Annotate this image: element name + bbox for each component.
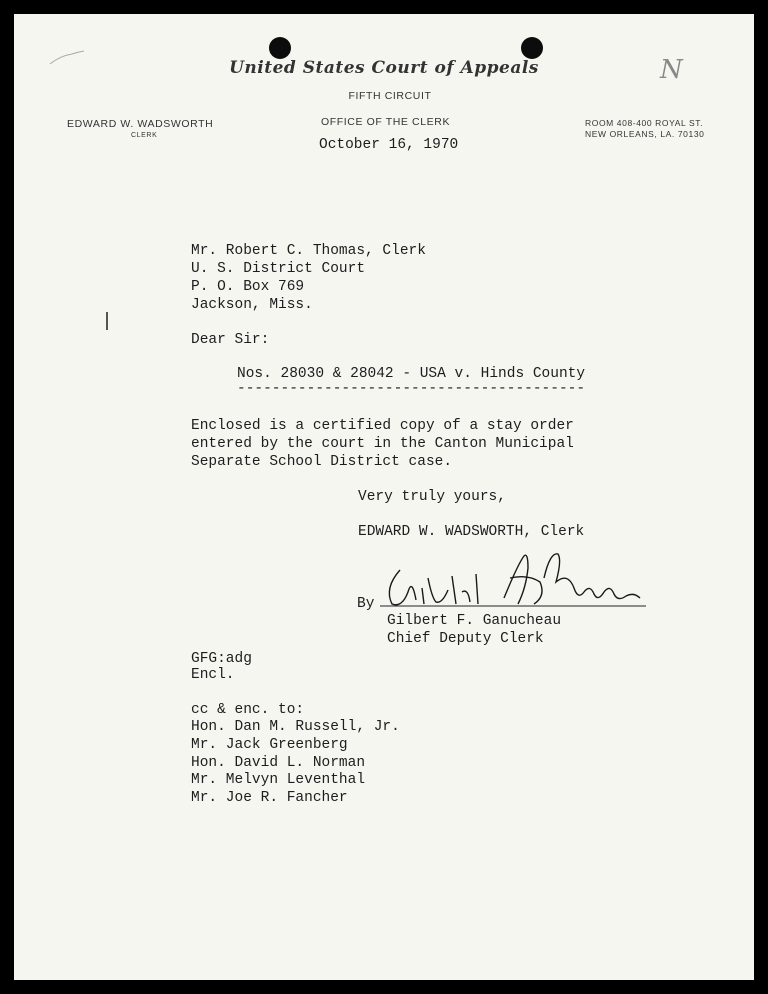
cc-recipient: Hon. David L. Norman: [191, 755, 366, 771]
cc-recipient: Mr. Joe R. Fancher: [191, 790, 348, 806]
cc-recipient: Mr. Melvyn Leventhal: [191, 772, 366, 788]
signer-block: EDWARD W. WADSWORTH, Clerk: [358, 524, 585, 540]
signatory-title: Chief Deputy Clerk: [387, 631, 544, 647]
body-line-2: entered by the court in the Canton Municipal: [191, 436, 574, 452]
subject-underline: ----------------------------------------: [237, 381, 586, 397]
handwritten-signature: [378, 548, 648, 618]
recipient-line-2: U. S. District Court: [191, 261, 366, 277]
court-name: United States Court of Appeals: [229, 58, 539, 78]
margin-tick: [106, 312, 108, 330]
salutation: Dear Sir:: [191, 332, 270, 348]
handwritten-margin-mark: N: [660, 55, 683, 85]
closing: Very truly yours,: [358, 489, 506, 505]
office-label: OFFICE OF THE CLERK: [321, 116, 451, 128]
recipient-line-3: P. O. Box 769: [191, 279, 305, 295]
punch-hole-right: [521, 37, 543, 59]
signatory-name: Gilbert F. Ganucheau: [387, 613, 562, 629]
clerk-name: EDWARD W. WADSWORTH: [67, 118, 214, 130]
address-line-1: ROOM 408-400 ROYAL ST.: [585, 118, 704, 128]
body-line-1: Enclosed is a certified copy of a stay order: [191, 418, 574, 434]
enclosure-note: Encl.: [191, 667, 235, 683]
address-line-2: NEW ORLEANS, LA. 70130: [585, 129, 705, 139]
letter-date: October 16, 1970: [319, 137, 459, 153]
reference-initials: GFG:adg: [191, 651, 252, 667]
by-label: By: [357, 596, 375, 612]
clerk-title: CLERK: [131, 132, 158, 139]
body-line-3: Separate School District case.: [191, 454, 453, 470]
cc-heading: cc & enc. to:: [191, 702, 305, 718]
punch-hole-left: [269, 37, 291, 59]
recipient-line-1: Mr. Robert C. Thomas, Clerk: [191, 243, 426, 259]
subject-line: Nos. 28030 & 28042 - USA v. Hinds County: [237, 366, 586, 382]
cc-recipient: Mr. Jack Greenberg: [191, 737, 348, 753]
cc-recipient: Hon. Dan M. Russell, Jr.: [191, 719, 400, 735]
recipient-line-4: Jackson, Miss.: [191, 297, 313, 313]
circuit-label: FIFTH CIRCUIT: [348, 90, 432, 102]
